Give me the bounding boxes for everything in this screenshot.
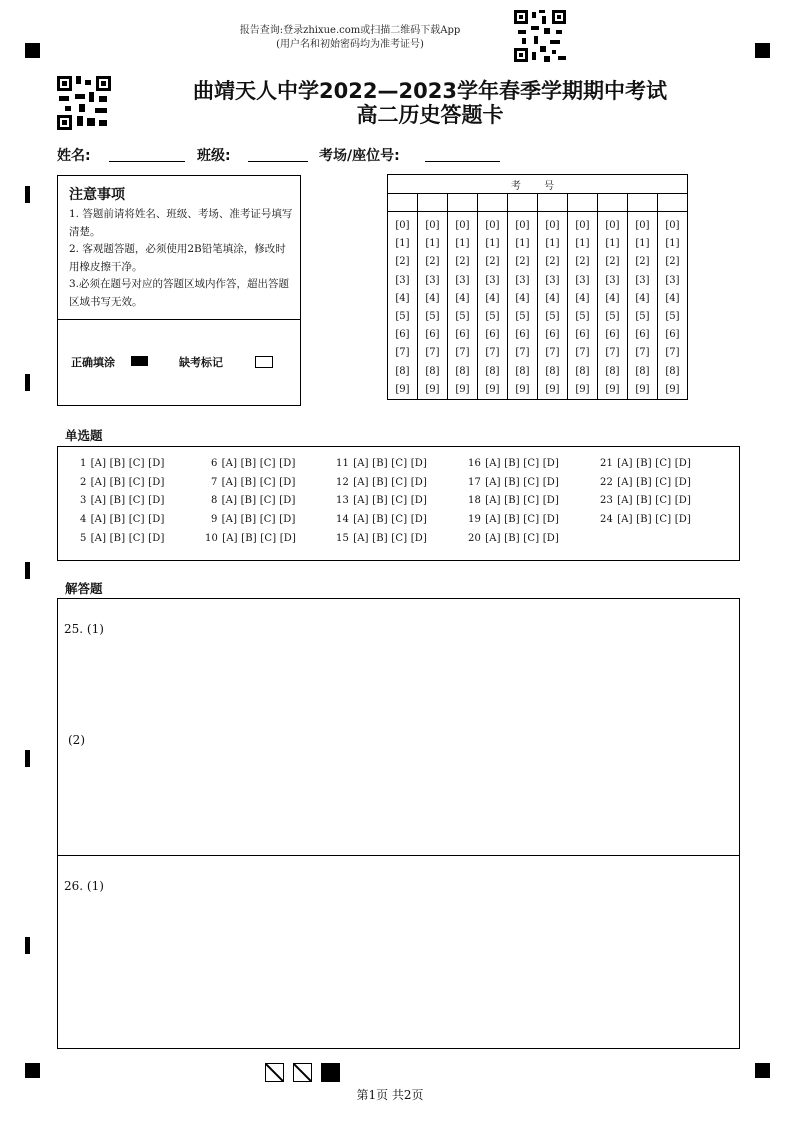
page-marker-filled	[321, 1063, 340, 1082]
mc-question-number: 14	[336, 514, 350, 526]
corner-mark-top-left	[25, 43, 40, 58]
digit-bubble[interactable]: [1]	[665, 238, 680, 250]
digit-bubble[interactable]: [3]	[485, 274, 500, 286]
mc-question[interactable]	[336, 477, 427, 488]
divider	[58, 319, 300, 320]
digit-bubble[interactable]: [7]	[605, 347, 620, 359]
digit-bubble[interactable]: [5]	[425, 311, 440, 323]
digit-bubble[interactable]: [7]	[545, 347, 560, 359]
digit-bubble[interactable]: [2]	[425, 256, 440, 268]
mc-question-number: 19	[468, 514, 482, 526]
mc-question[interactable]	[468, 514, 559, 525]
digit-bubble[interactable]: [8]	[635, 365, 650, 377]
correct-fill-label: 正确填涂	[71, 356, 115, 369]
digit-bubble[interactable]: [8]	[605, 365, 620, 377]
digit-bubble[interactable]: [1]	[485, 238, 500, 250]
mc-options[interactable]: [A] [B] [C] [D]	[90, 532, 165, 544]
mc-question-number: 13	[336, 495, 350, 507]
exam-number-write-cell[interactable]	[448, 194, 478, 212]
q25-part1-label: 25. (1)	[64, 622, 104, 636]
single-choice-label: 单选题	[65, 428, 103, 443]
digit-bubble[interactable]: [0]	[395, 220, 410, 231]
mc-question-number: 16	[468, 458, 482, 469]
digit-bubble[interactable]: [5]	[665, 311, 680, 323]
seat-field[interactable]	[425, 161, 500, 162]
digit-bubble[interactable]: [8]	[575, 365, 590, 377]
digit-bubble[interactable]: [4]	[425, 292, 440, 304]
digit-bubble[interactable]: [9]	[545, 383, 560, 395]
digit-bubble[interactable]: [6]	[395, 329, 410, 341]
digit-bubble[interactable]: [9]	[515, 383, 530, 395]
mc-question[interactable]	[211, 477, 296, 488]
mc-question-number: 2	[80, 476, 87, 488]
mc-options[interactable]: [A] [B] [C] [D]	[90, 514, 165, 526]
note-item: 3.必须在题号对应的答题区域内作答，超出答题区域书写无效。	[69, 278, 290, 308]
digit-bubble[interactable]: [8]	[545, 365, 560, 377]
corner-mark-bottom-left	[25, 1063, 40, 1078]
answer-box-25[interactable]	[57, 598, 740, 856]
page-marker-slash	[293, 1063, 312, 1082]
query-note: 报告查询:登录zhixue.com或扫描二维码下载App	[239, 25, 461, 36]
app-qr-code-icon[interactable]	[514, 10, 566, 62]
digit-bubble[interactable]: [0]	[515, 220, 530, 231]
digit-bubble[interactable]: [3]	[635, 274, 650, 286]
q25-part2-label: (2)	[68, 733, 85, 747]
digit-bubble[interactable]: [8]	[395, 365, 410, 377]
digit-bubble[interactable]: [2]	[575, 256, 590, 268]
digit-bubble[interactable]: [7]	[455, 347, 470, 359]
mc-question-number: 8	[211, 495, 218, 507]
mc-question-number: 24	[600, 514, 614, 526]
note-item: 2. 客观题答题，必须使用2B铅笔填涂，修改时用橡皮擦干净。	[69, 243, 286, 273]
mc-question[interactable]	[336, 514, 427, 525]
exam-number-digit-column	[448, 212, 478, 400]
mc-question-number: 22	[600, 476, 614, 488]
q26-part1-label: 26. (1)	[64, 879, 104, 893]
mc-question[interactable]	[336, 458, 427, 469]
mc-options[interactable]: [A] [B] [C] [D]	[221, 458, 296, 469]
digit-bubble[interactable]: [5]	[515, 311, 530, 323]
seat-label: 考场/座位号:	[319, 148, 400, 164]
timing-mark	[25, 186, 30, 203]
exam-number-write-cell[interactable]	[538, 194, 568, 212]
digit-bubble[interactable]: [7]	[395, 347, 410, 359]
digit-bubble[interactable]: [2]	[395, 256, 410, 268]
exam-number-digit-column	[388, 212, 418, 400]
digit-bubble[interactable]: [4]	[635, 292, 650, 304]
digit-bubble[interactable]: [7]	[485, 347, 500, 359]
exam-number-grid	[387, 174, 688, 400]
page-marker-slash	[265, 1063, 284, 1082]
digit-bubble[interactable]: [1]	[515, 238, 530, 250]
digit-bubble[interactable]: [7]	[635, 347, 650, 359]
mc-options[interactable]: [A] [B] [C] [D]	[485, 532, 560, 544]
mc-options[interactable]: [A] [B] [C] [D]	[485, 495, 560, 507]
mc-question[interactable]	[468, 477, 559, 488]
mc-question[interactable]	[80, 458, 165, 469]
digit-bubble[interactable]: [0]	[605, 220, 620, 231]
digit-bubble[interactable]: [8]	[515, 365, 530, 377]
mc-question[interactable]	[80, 533, 165, 544]
digit-bubble[interactable]: [3]	[395, 274, 410, 286]
exam-number-write-cell[interactable]	[598, 194, 628, 212]
digit-bubble[interactable]: [0]	[665, 220, 680, 231]
digit-bubble[interactable]: [1]	[635, 238, 650, 250]
digit-bubble[interactable]: [1]	[455, 238, 470, 250]
digit-bubble[interactable]: [9]	[425, 383, 440, 395]
mc-question[interactable]	[205, 533, 296, 544]
mc-options[interactable]: [A] [B] [C] [D]	[353, 458, 428, 469]
notes-box	[57, 175, 301, 406]
exam-number-write-cell[interactable]	[628, 194, 658, 212]
mc-options[interactable]: [A] [B] [C] [D]	[221, 514, 296, 526]
digit-bubble[interactable]: [4]	[455, 292, 470, 304]
notes-title: 注意事项	[69, 187, 125, 203]
mc-question-number: 15	[336, 532, 350, 544]
digit-bubble[interactable]: [6]	[665, 329, 680, 341]
digit-bubble[interactable]: [2]	[665, 256, 680, 268]
mc-options[interactable]: [A] [B] [C] [D]	[617, 514, 692, 526]
digit-bubble[interactable]: [2]	[515, 256, 530, 268]
timing-mark	[25, 374, 30, 391]
digit-bubble[interactable]: [0]	[485, 220, 500, 231]
digit-bubble[interactable]: [5]	[635, 311, 650, 323]
exam-number-write-cell[interactable]	[418, 194, 448, 212]
absent-mark-label: 缺考标记	[179, 356, 223, 369]
mc-options[interactable]: [A] [B] [C] [D]	[485, 514, 560, 526]
mc-options[interactable]: [A] [B] [C] [D]	[353, 514, 428, 526]
student-info-row	[57, 145, 557, 165]
digit-bubble[interactable]: [5]	[545, 311, 560, 323]
exam-number-digit-column	[508, 212, 538, 400]
digit-bubble[interactable]: [4]	[545, 292, 560, 304]
digit-bubble[interactable]: [2]	[605, 256, 620, 268]
mc-question[interactable]	[80, 514, 165, 525]
mc-question-number: 18	[468, 495, 482, 507]
mc-question-number: 6	[211, 458, 218, 469]
digit-bubble[interactable]: [6]	[485, 329, 500, 341]
corner-mark-top-right	[755, 43, 770, 58]
mc-question[interactable]	[211, 458, 296, 469]
correct-fill-sample	[131, 356, 148, 366]
mc-question[interactable]	[600, 458, 691, 469]
mc-options[interactable]: [A] [B] [C] [D]	[353, 476, 428, 488]
mc-question[interactable]	[600, 495, 691, 506]
mc-question[interactable]	[600, 477, 691, 488]
mc-options[interactable]: [A] [B] [C] [D]	[221, 476, 296, 488]
digit-bubble[interactable]: [9]	[485, 383, 500, 395]
digit-bubble[interactable]: [4]	[515, 292, 530, 304]
digit-bubble[interactable]: [1]	[575, 238, 590, 250]
digit-bubble[interactable]: [7]	[575, 347, 590, 359]
single-choice-box	[57, 446, 740, 561]
digit-bubble[interactable]: [2]	[485, 256, 500, 268]
exam-number-digit-column	[418, 212, 448, 400]
answer-sheet-title: 高二历史答题卡	[356, 103, 504, 127]
digit-bubble[interactable]: [7]	[665, 347, 680, 359]
mc-question-number: 21	[600, 458, 614, 469]
exam-number-write-cell[interactable]	[658, 194, 688, 212]
mc-question-number: 12	[336, 476, 350, 488]
mc-question[interactable]	[468, 533, 559, 544]
digit-bubble[interactable]: [4]	[575, 292, 590, 304]
digit-bubble[interactable]: [6]	[545, 329, 560, 341]
mc-options[interactable]: [A] [B] [C] [D]	[617, 458, 692, 469]
digit-bubble[interactable]: [6]	[575, 329, 590, 341]
digit-bubble[interactable]: [8]	[665, 365, 680, 377]
exam-number-digit-column	[658, 212, 688, 400]
exam-number-title: 考 号	[388, 175, 688, 194]
mc-question[interactable]	[211, 495, 296, 506]
mc-question-number: 3	[80, 495, 87, 507]
digit-bubble[interactable]: [6]	[515, 329, 530, 341]
exam-number-digit-column	[568, 212, 598, 400]
digit-bubble[interactable]: [1]	[545, 238, 560, 250]
digit-bubble[interactable]: [6]	[455, 329, 470, 341]
digit-bubble[interactable]: [0]	[425, 220, 440, 231]
digit-bubble[interactable]: [8]	[485, 365, 500, 377]
digit-bubble[interactable]: [3]	[665, 274, 680, 286]
mc-question-number: 4	[80, 514, 87, 526]
mc-question-number: 7	[211, 476, 218, 488]
account-note: (用户名和初始密码均为准考证号)	[276, 39, 424, 50]
exam-number-digit-column	[598, 212, 628, 400]
mc-options[interactable]: [A] [B] [C] [D]	[353, 532, 428, 544]
digit-bubble[interactable]: [5]	[395, 311, 410, 323]
digit-bubble[interactable]: [0]	[575, 220, 590, 231]
corner-mark-bottom-right	[755, 1063, 770, 1078]
timing-mark	[25, 562, 30, 579]
mc-question-number: 5	[80, 532, 87, 544]
digit-bubble[interactable]: [8]	[425, 365, 440, 377]
mc-question[interactable]	[80, 495, 165, 506]
mc-question-number: 20	[468, 532, 482, 544]
exam-number-digit-column	[628, 212, 658, 400]
mc-question-number: 9	[211, 514, 218, 526]
digit-bubble[interactable]: [5]	[575, 311, 590, 323]
exam-number-digit-column	[538, 212, 568, 400]
digit-bubble[interactable]: [2]	[455, 256, 470, 268]
mc-options[interactable]: [A] [B] [C] [D]	[90, 458, 165, 469]
timing-mark	[25, 937, 30, 954]
mc-options[interactable]: [A] [B] [C] [D]	[353, 495, 428, 507]
digit-bubble[interactable]: [6]	[605, 329, 620, 341]
digit-bubble[interactable]: [4]	[485, 292, 500, 304]
exam-number-write-cell[interactable]	[388, 194, 418, 212]
mc-options[interactable]: [A] [B] [C] [D]	[90, 495, 165, 507]
mc-question[interactable]	[336, 495, 427, 506]
mc-options[interactable]: [A] [B] [C] [D]	[617, 495, 692, 507]
digit-bubble[interactable]: [1]	[425, 238, 440, 250]
digit-bubble[interactable]: [9]	[635, 383, 650, 395]
digit-bubble[interactable]: [8]	[455, 365, 470, 377]
mc-question-number: 17	[468, 476, 482, 488]
exam-qr-code-icon	[57, 76, 111, 130]
mc-question[interactable]	[468, 495, 559, 506]
exam-number-write-cell[interactable]	[478, 194, 508, 212]
digit-bubble[interactable]: [7]	[425, 347, 440, 359]
mc-options[interactable]: [A] [B] [C] [D]	[485, 458, 560, 469]
mc-options[interactable]: [A] [B] [C] [D]	[485, 476, 560, 488]
mc-question[interactable]	[336, 533, 427, 544]
digit-bubble[interactable]: [5]	[485, 311, 500, 323]
answer-section-label: 解答题	[65, 581, 103, 596]
digit-bubble[interactable]: [3]	[575, 274, 590, 286]
digit-bubble[interactable]: [4]	[395, 292, 410, 304]
digit-bubble[interactable]: [3]	[455, 274, 470, 286]
class-label: 班级:	[197, 148, 231, 164]
mc-question[interactable]	[600, 514, 691, 525]
mc-question[interactable]	[211, 514, 296, 525]
digit-bubble[interactable]: [3]	[605, 274, 620, 286]
digit-bubble[interactable]: [0]	[455, 220, 470, 231]
digit-bubble[interactable]: [9]	[455, 383, 470, 395]
name-field[interactable]	[109, 161, 185, 162]
digit-bubble[interactable]: [6]	[635, 329, 650, 341]
mc-question-number: 1	[80, 458, 87, 469]
mc-question[interactable]	[80, 477, 165, 488]
digit-bubble[interactable]: [3]	[515, 274, 530, 286]
digit-bubble[interactable]: [1]	[605, 238, 620, 250]
digit-bubble[interactable]: [2]	[545, 256, 560, 268]
mc-options[interactable]: [A] [B] [C] [D]	[617, 476, 692, 488]
mc-question[interactable]	[468, 458, 559, 469]
name-label: 姓名:	[57, 148, 91, 164]
digit-bubble[interactable]: [9]	[575, 383, 590, 395]
absent-mark-box[interactable]	[255, 356, 273, 368]
digit-bubble[interactable]: [3]	[425, 274, 440, 286]
digit-bubble[interactable]: [5]	[455, 311, 470, 323]
digit-bubble[interactable]: [9]	[395, 383, 410, 395]
mc-options[interactable]: [A] [B] [C] [D]	[222, 532, 297, 544]
mc-question-number: 11	[336, 458, 350, 469]
answer-box-26[interactable]	[57, 855, 740, 1049]
digit-bubble[interactable]: [2]	[635, 256, 650, 268]
digit-bubble[interactable]: [7]	[515, 347, 530, 359]
exam-number-digit-column	[478, 212, 508, 400]
timing-mark	[25, 750, 30, 767]
exam-title: 曲靖天人中学2022—2023学年春季学期期中考试	[193, 79, 667, 103]
page-number: 第1页 共2页	[356, 1088, 424, 1102]
digit-bubble[interactable]: [4]	[665, 292, 680, 304]
exam-number-write-cell[interactable]	[568, 194, 598, 212]
mc-question-number: 23	[600, 495, 614, 507]
exam-number-write-cell[interactable]	[508, 194, 538, 212]
digit-bubble[interactable]: [1]	[395, 238, 410, 250]
digit-bubble[interactable]: [3]	[545, 274, 560, 286]
digit-bubble[interactable]: [4]	[605, 292, 620, 304]
mc-question-number: 10	[205, 532, 219, 544]
digit-bubble[interactable]: [9]	[605, 383, 620, 395]
digit-bubble[interactable]: [9]	[665, 383, 680, 395]
mc-options[interactable]: [A] [B] [C] [D]	[90, 476, 165, 488]
digit-bubble[interactable]: [5]	[605, 311, 620, 323]
digit-bubble[interactable]: [6]	[425, 329, 440, 341]
digit-bubble[interactable]: [0]	[635, 220, 650, 231]
mc-options[interactable]: [A] [B] [C] [D]	[221, 495, 296, 507]
note-item: 1. 答题前请将姓名、班级、考场、准考证号填写清楚。	[69, 208, 293, 238]
class-field[interactable]	[248, 161, 308, 162]
digit-bubble[interactable]: [0]	[545, 220, 560, 231]
